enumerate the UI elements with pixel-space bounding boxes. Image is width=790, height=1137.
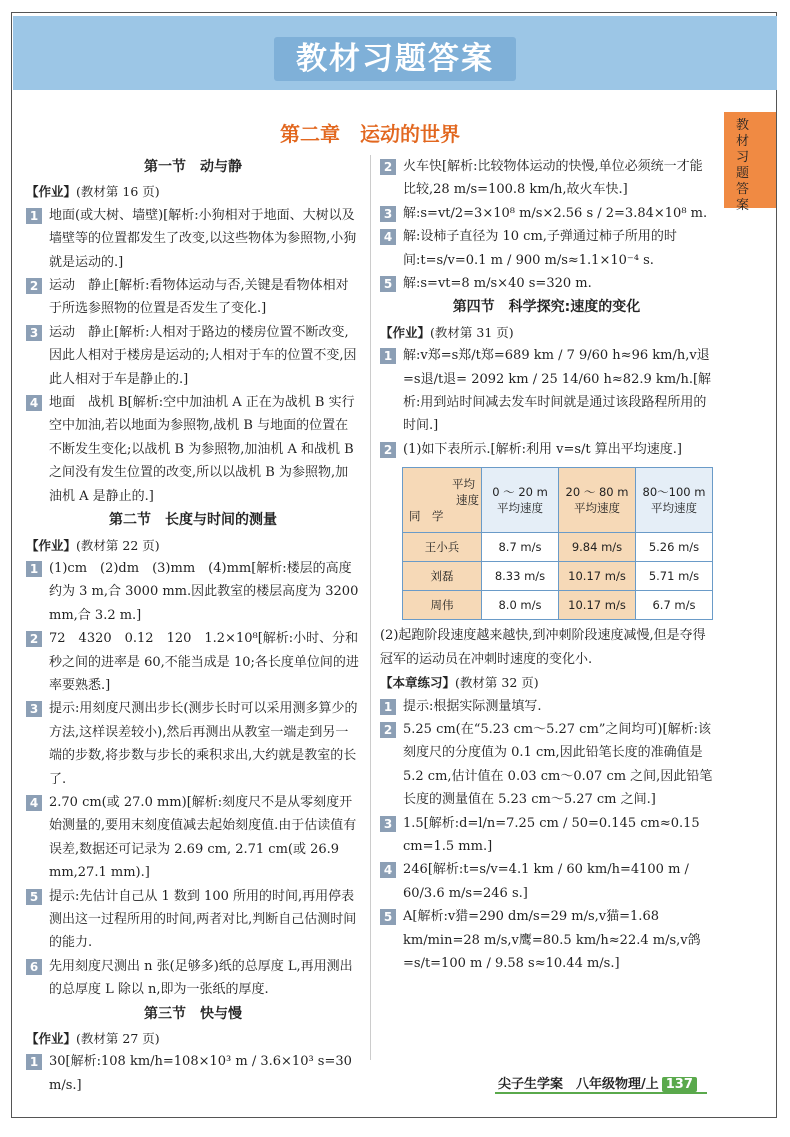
answer-text: 246[解析:t=s/v=4.1 km / 60 km/h=4100 m / 60/3.6 m/s=246 s.]	[403, 862, 689, 901]
corner-bottom: 同 学	[409, 509, 444, 524]
answer-text: 火车快[解析:比较物体运动的快慢,单位必须统一才能比较,28 m/s=100.8 km/h,故火车快.]	[403, 159, 703, 198]
table-cell: 5.71 m/s	[636, 562, 713, 591]
banner-title: 教材习题答案	[274, 37, 516, 81]
footer-line	[495, 1092, 707, 1094]
answer-item	[26, 627, 360, 697]
answer-text: 5.25 cm(在“5.23 cm～5.27 cm”之间均可)[解析:该刻度尺的分度值为 0.1 cm,因此铅笔长度的准确值是 5.2 cm,估计值在 0.03 cm～0.07 cm 之间,因此铅笔长度的测量值在 5.23 cm～5.27 cm 之间.]	[403, 721, 713, 808]
chapter-title: 第二章 运动的世界	[280, 122, 460, 146]
assignment-ref: (教材第 32 页)	[455, 675, 539, 691]
answer-text: 提示:先估计自己从 1 数到 100 所用的时间,再用停表测出这一过程所用的时间,两者对比,判断自己估测时间的能力.	[49, 888, 357, 951]
answer-item	[380, 155, 713, 202]
table-cell: 6.7 m/s	[636, 591, 713, 620]
answer-text: 72 4320 0.12 120 1.2×10⁸[解析:小时、分和秒之间的进率是 60,不能当成是 10;各长度单位间的进率要熟悉.]	[49, 631, 359, 693]
item-number: 1	[380, 699, 396, 715]
answer-item	[380, 695, 713, 718]
item-number: 4	[380, 862, 396, 878]
answer-text: 解:s=vt/2=3×10⁸ m/s×2.56 s / 2=3.84×10⁸ m.	[403, 205, 708, 221]
row-name: 刘磊	[403, 562, 482, 591]
answer-text: 1.5[解析:d=l/n=7.25 cm / 50=0.145 cm≈0.15 cm=1.5 mm.]	[403, 815, 700, 854]
footer	[498, 1073, 697, 1092]
item-number: 2	[26, 631, 42, 647]
column-divider	[370, 155, 371, 1060]
side-tab-label: 教材习题答案	[736, 118, 750, 213]
left-column	[26, 155, 360, 1097]
item-number: 2	[380, 442, 396, 458]
answer-item	[26, 955, 360, 1002]
answer-text: 提示:用刻度尺测出步长(测步长时可以采用测多算少的方法,这样误差较小),然后再测出从教室一端走到另一端的步数,将步数与步长的乘积求出,大约就是教室的长了.	[49, 701, 358, 787]
item-number: 4	[26, 395, 42, 411]
row-name: 王小兵	[403, 533, 482, 562]
answer-item	[380, 438, 713, 461]
assignment-ref: (教材第 31 页)	[430, 324, 514, 340]
speed-table	[402, 467, 713, 620]
item-number: 3	[380, 816, 396, 832]
answer-text: 2.70 cm(或 27.0 mm)[解析:刻度尺不是从零刻度开始测量的,要用末刻度值减去起始刻度值.由于估读值有误差,数据还可记录为 2.69 cm, 2.71 cm(或 26.9 mm,27.1 mm).]	[49, 794, 357, 881]
item-number: 5	[380, 276, 396, 292]
section-heading: 第四节 科学探究:速度的变化	[452, 299, 641, 316]
answer-text: 运动 静止[解析:人相对于路边的楼房位置不断改变,因此人相对于楼房是运动的;人相对于车的位置不变,因此人相对于车是静止的.]	[49, 324, 357, 387]
answer-item	[26, 697, 360, 791]
assignment-ref: (教材第 16 页)	[76, 184, 160, 200]
answer-item	[380, 812, 713, 859]
footer-text: 尖子生学案 八年级物理/上	[498, 1077, 659, 1092]
answer-text: 地面 战机 B[解析:空中加油机 A 正在为战机 B 实行空中加油,若以地面为参照物,战机 B 与地面的位置在不断发生变化;以战机 B 为参照物,加油机 A 和战机 B 之间没有发生位置的改变,所以以战机 B 为参照物,加油机 A 是静止的.]	[49, 395, 355, 504]
answer-item	[26, 274, 360, 321]
answer-item	[26, 1050, 360, 1097]
answer-text: 30[解析:108 km/h=108×10³ m / 3.6×10³ s=30 m/s.]	[49, 1054, 352, 1093]
answer-text: (1)如下表所示.[解析:利用 v=s/t 算出平均速度.]	[403, 441, 682, 457]
item-number: 2	[26, 278, 42, 294]
table-cell: 10.17 m/s	[559, 562, 636, 591]
answer-item	[380, 905, 713, 975]
answer-text: 地面(或大树、墙壁)[解析:小狗相对于地面、大树以及墙壁等的位置都发生了改变,以这些物体为参照物,小狗就是运动的.]	[49, 207, 357, 270]
answer-item	[380, 718, 713, 812]
item-number: 2	[380, 722, 396, 738]
col-header-text: 80～100 m 平均速度	[642, 485, 706, 516]
answer-text: 解:设柿子直径为 10 cm,子弹通过柿子所用的时间:t=s/v=0.1 m / 900 m/s≈1.1×10⁻⁴ s.	[403, 229, 677, 268]
item-number: 3	[26, 325, 42, 341]
answer-item	[380, 858, 713, 905]
table-row	[403, 533, 713, 562]
table-cell: 8.7 m/s	[482, 533, 559, 562]
answer-paragraph: (2)起跑阶段速度越来越快,到冲刺阶段速度减慢,但是夺得冠军的运动员在冲刺时速度的变化小.	[380, 628, 706, 667]
col-header-text: 20 ～ 80 m 平均速度	[565, 485, 629, 516]
section-heading: 第二节 长度与时间的测量	[109, 512, 277, 529]
section-heading: 第一节 动与静	[144, 159, 242, 175]
answer-text: 解:s=vt=8 m/s×40 s=320 m.	[403, 276, 592, 292]
answer-text: 解:v郑=s郑/t郑=689 km / 7 9/60 h≈96 km/h,v退=s退/t退= 2092 km / 25 14/60 h≈82.9 km/h.[解析:用到站时间减去发车时间就是通过该段路程所用的时间.]	[403, 348, 712, 434]
table-row	[403, 562, 713, 591]
item-number: 5	[26, 889, 42, 905]
assignment-tag: 【作业】	[26, 537, 77, 553]
assignment-label	[26, 534, 360, 557]
item-number: 1	[26, 561, 42, 577]
table-cell: 10.17 m/s	[559, 591, 636, 620]
assignment-label	[26, 1027, 360, 1050]
item-number: 3	[380, 206, 396, 222]
table-cell: 5.26 m/s	[636, 533, 713, 562]
assignment-tag: 【本章练习】	[380, 675, 456, 691]
assignment-tag: 【作业】	[380, 324, 431, 340]
item-number: 5	[380, 909, 396, 925]
item-number: 1	[26, 1054, 42, 1070]
table-corner	[403, 468, 482, 533]
col-header	[636, 468, 713, 533]
header-banner	[13, 16, 777, 90]
assignment-label	[26, 180, 360, 203]
answer-text: 先用刻度尺测出 n 张(足够多)纸的总厚度 L,再用测出的总厚度 L 除以 n,即为一张纸的厚度.	[49, 958, 353, 998]
page-number: 137	[662, 1077, 697, 1092]
table-row	[403, 591, 713, 620]
answer-item	[26, 791, 360, 885]
item-number: 2	[380, 159, 396, 175]
table-cell: 9.84 m/s	[559, 533, 636, 562]
item-number: 4	[380, 229, 396, 245]
item-number: 1	[380, 348, 396, 364]
assignment-label	[380, 671, 713, 694]
answer-item	[380, 344, 713, 438]
right-column-bottom	[380, 624, 713, 975]
col-header-text: 0 ～ 20 m 平均速度	[492, 485, 548, 516]
answer-item	[26, 557, 360, 627]
answer-text: A[解析:v猎=290 dm/s=29 m/s,v猫=1.68 km/min=28 m/s,v鹰=80.5 km/h≈22.4 m/s,v鸽=s/t=100 m / 9.58 s≈10.44 m/s.]	[403, 909, 701, 971]
item-number: 6	[26, 959, 42, 975]
side-tab	[724, 112, 776, 213]
answer-item	[380, 225, 713, 272]
assignment-tag: 【作业】	[26, 1031, 77, 1047]
right-column	[380, 155, 713, 975]
corner-mid: 速度	[456, 493, 479, 508]
answer-text: 运动 静止[解析:看物体运动与否,关键是看物体相对于所选参照物的位置是否发生了变化.]	[49, 278, 349, 317]
table-cell: 8.33 m/s	[482, 562, 559, 591]
row-name: 周伟	[403, 591, 482, 620]
answer-item	[26, 321, 360, 391]
right-column-top	[380, 155, 713, 461]
answer-item	[380, 272, 713, 295]
item-number: 1	[26, 208, 42, 224]
assignment-tag: 【作业】	[26, 184, 77, 200]
item-number: 4	[26, 795, 42, 811]
answer-item	[26, 885, 360, 955]
assignment-ref: (教材第 22 页)	[76, 537, 160, 553]
corner-top: 平均	[452, 477, 475, 492]
assignment-label	[380, 321, 713, 344]
assignment-ref: (教材第 27 页)	[76, 1031, 160, 1047]
answer-text: 提示:根据实际测量填写.	[403, 698, 542, 714]
col-header	[559, 468, 636, 533]
section-heading: 第三节 快与慢	[144, 1005, 242, 1022]
answer-item	[26, 391, 360, 508]
answer-item	[26, 204, 360, 274]
col-header	[482, 468, 559, 533]
item-number: 3	[26, 701, 42, 717]
answer-text: (1)cm (2)dm (3)mm (4)mm[解析:楼层的高度约为 3 m,合 3000 mm.因此教室的楼层高度为 3200 mm,合 3.2 m.]	[49, 560, 359, 623]
answer-item	[380, 202, 713, 225]
table-cell: 8.0 m/s	[482, 591, 559, 620]
